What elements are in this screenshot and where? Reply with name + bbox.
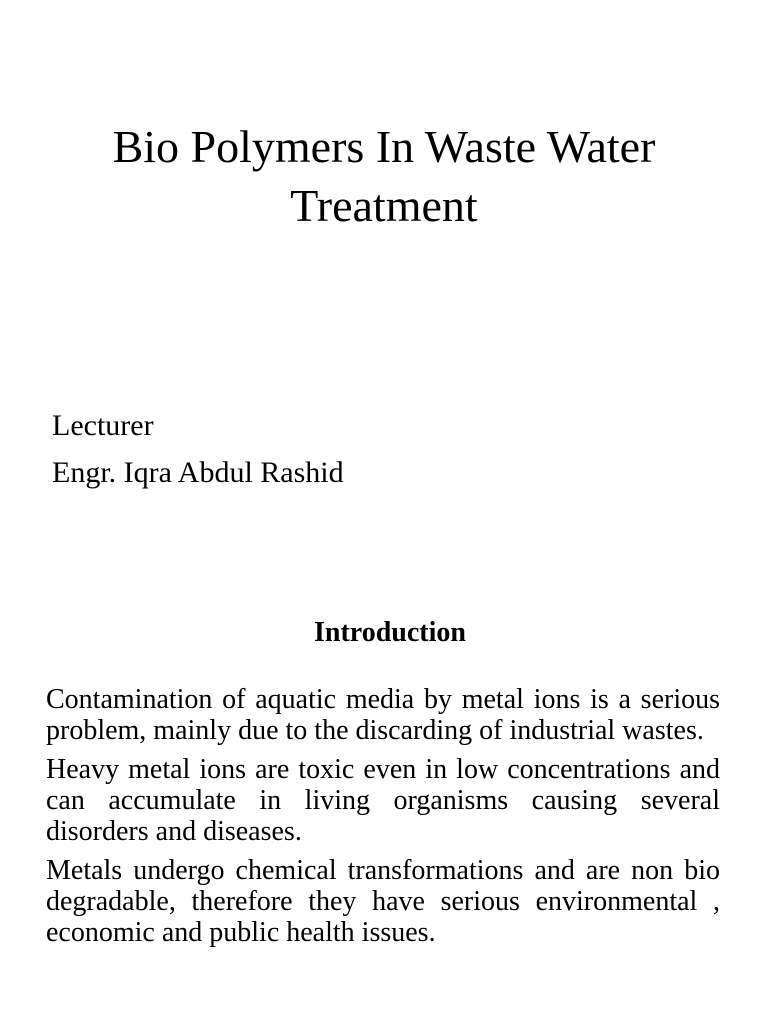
title-line-1: Bio Polymers In Waste Water xyxy=(112,121,656,172)
section-heading-introduction: Introduction xyxy=(314,617,466,648)
paragraph: Metals undergo chemical transformations and are non bio degradable, therefore they have serious environmental , economic and public health issues. xyxy=(46,855,720,948)
author-role: Lecturer xyxy=(52,409,154,442)
introduction-body xyxy=(46,684,720,956)
author-name: Engr. Iqra Abdul Rashid xyxy=(52,455,344,489)
title-line-2: Treatment xyxy=(290,179,478,231)
document-title xyxy=(40,118,728,236)
paragraph: Heavy metal ions are toxic even in low concentrations and can accumulate in living organisms causing several disorders and diseases. xyxy=(46,754,720,847)
author-block xyxy=(52,403,344,496)
paragraph: Contamination of aquatic media by metal ions is a serious problem, mainly due to the discarding of industrial wastes. xyxy=(46,684,720,746)
